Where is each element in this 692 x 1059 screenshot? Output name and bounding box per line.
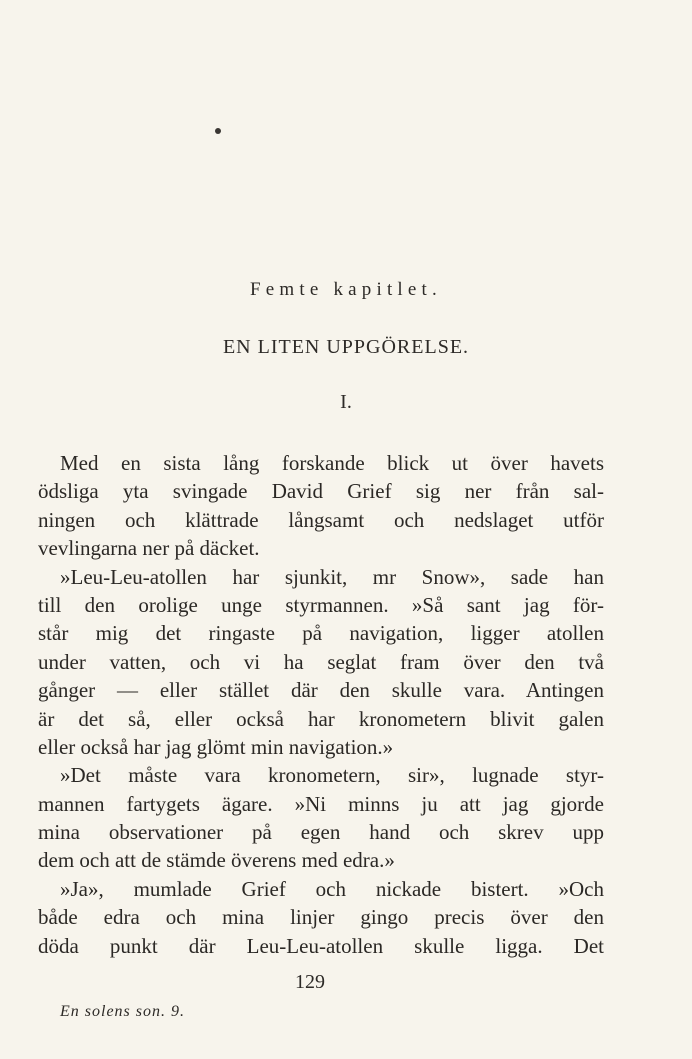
text-line: »Leu-Leu-atollen har sjunkit, mr Snow», sade han [60,564,604,589]
ink-speck [215,128,221,134]
text-line: till den orolige unge styrmannen. »Så sant jag för- [38,592,604,617]
text-line: »Det måste vara kronometern, sir», lugnade styr- [60,763,604,788]
chapter-title: EN LITEN UPPGÖRELSE. [222,336,470,358]
text-line: är det så, eller också har kronometern blivit galen [38,706,604,731]
text-line: ödsliga yta svingade David Grief sig ner från sal- [38,479,604,504]
text-line: dem och att de stämde överens med edra.» [38,848,395,873]
body-text [38,449,604,960]
section-number: I. [340,391,352,413]
chapter-label: Femte kapitlet. [250,279,442,300]
text-line: gånger — eller stället där den skulle vara. Antingen [38,678,604,703]
signature-mark: En solens son. 9. [60,1003,185,1020]
page-number: 129 [295,971,325,993]
text-line: Med en sista lång forskande blick ut över havets [60,451,604,475]
text-line: både edra och mina linjer gingo precis över den [38,905,604,930]
text-line: döda punkt där Leu-Leu-atollen skulle ligga. Det [38,933,604,958]
text-line: står mig det ringaste på navigation, ligger atollen [38,621,604,646]
text-line: vevlingarna ner på däcket. [38,536,260,561]
text-line: mina observationer på egen hand och skrev upp [38,820,604,845]
text-line: ningen och klättrade långsamt och nedslaget utför [38,507,604,532]
text-line: eller också har jag glömt min navigation.» [38,734,394,759]
text-line: under vatten, och vi ha seglat fram över den två [38,649,604,674]
text-line: »Ja», mumlade Grief och nickade bistert. »Och [60,876,604,901]
text-line: mannen fartygets ägare. »Ni minns ju att jag gjorde [38,791,604,816]
